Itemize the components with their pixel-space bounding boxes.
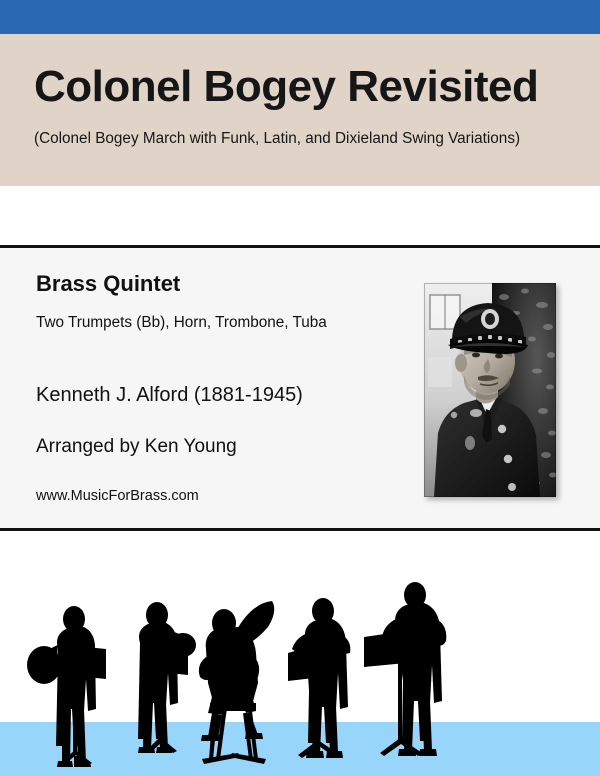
publisher-website: www.MusicForBrass.com [36,488,199,504]
ensemble-illustration [0,531,600,776]
arranger-name: Arranged by Ken Young [36,436,237,457]
composer-portrait-photo [424,283,556,497]
ensemble-heading: Brass Quintet [36,271,181,296]
composer-name: Kenneth J. Alford (1881-1945) [36,384,303,406]
title-band [0,34,600,186]
top-accent-bar [0,0,600,34]
page-title: Colonel Bogey Revisited [34,62,539,111]
page-subtitle: (Colonel Bogey March with Funk, Latin, and Dixieland Swing Variations) [34,130,521,147]
title-info-spacer [0,186,600,246]
instrumentation-text: Two Trumpets (Bb), Horn, Trombone, Tuba [36,314,327,331]
